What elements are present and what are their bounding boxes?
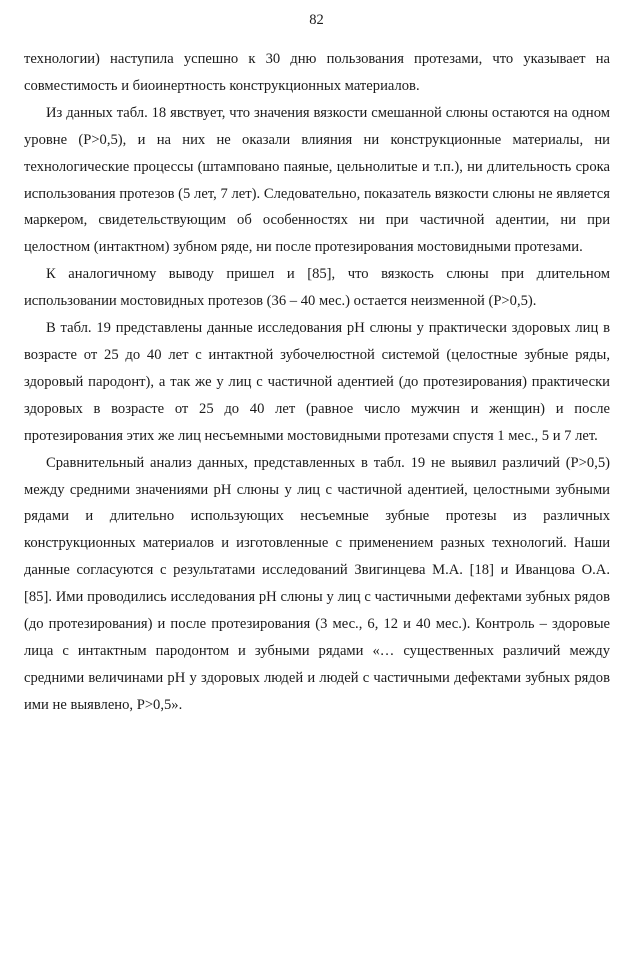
paragraph-comparative-analysis: Сравнительный анализ данных, представленных в табл. 19 не выявил различий (Р>0,5) между средними значениями рН слюны у лиц с частичной адентией, целостными зубными рядами и длительно использующих несъемные зубные протезы из различных конструкционных материалов и изготовленные с применением разных технологий. Наши данные согласуются с результатами исследований Звигинцева М.А. [18] и Иванцова О.А. [85]. Ими проводились исследования рН слюны у лиц с частичными дефектами зубных рядов (до протезирования) и после протезирования (3 мес., 6, 12 и 40 мес.). Контроль – здоровые лица с интактным пародонтом и зубными рядами «… существенных различий между средними величинами рН у здоровых людей и людей с частичными дефектами зубных рядов ими не выявлено, Р>0,5».: [24, 454, 610, 713]
paragraph-viscosity: Из данных табл. 18 явствует, что значения вязкости смешанной слюны остаются на одном уровне (Р>0,5), и на них не оказали влияния ни конструкционные материалы, ни технологические процессы (штамповано паяные, цельнолитые и т.п.), ни длительность срока использования протезов (5 лет, 7 лет). Следовательно, показатель вязкости слюны не является маркером, свидетельствующим об особенностях ни при частичной адентии, ни при целостном (интактном) зубном ряде, ни после протезирования мостовидными протезами.: [24, 104, 610, 256]
paragraph-continuation: технологии) наступила успешно к 30 дню пользования протезами, что указывает на совместимость и биоинертность конструкционных материалов.: [24, 51, 610, 94]
page-number: 82: [309, 12, 324, 28]
paragraph-table-19: В табл. 19 представлены данные исследования рН слюны у практически здоровых лиц в возрасте от 25 до 40 лет с интактной зубочелюстной системой (целостные зубные ряды, здоровый пародонт), а так же у лиц с частичной адентией (до протезирования) практически здоровых в возрасте от 25 до 40 лет (равное число мужчин и женщин) и после протезирования этих же лиц несъемными мостовидными протезами спустя 1 мес., 5 и 7 лет.: [24, 320, 610, 444]
body-text: [24, 46, 610, 719]
paragraph-analogous-conclusion: К аналогичному выводу пришел и [85], что вязкость слюны при длительном использовании мостовидных протезов (36 – 40 мес.) остается неизменной (Р>0,5).: [24, 266, 610, 310]
